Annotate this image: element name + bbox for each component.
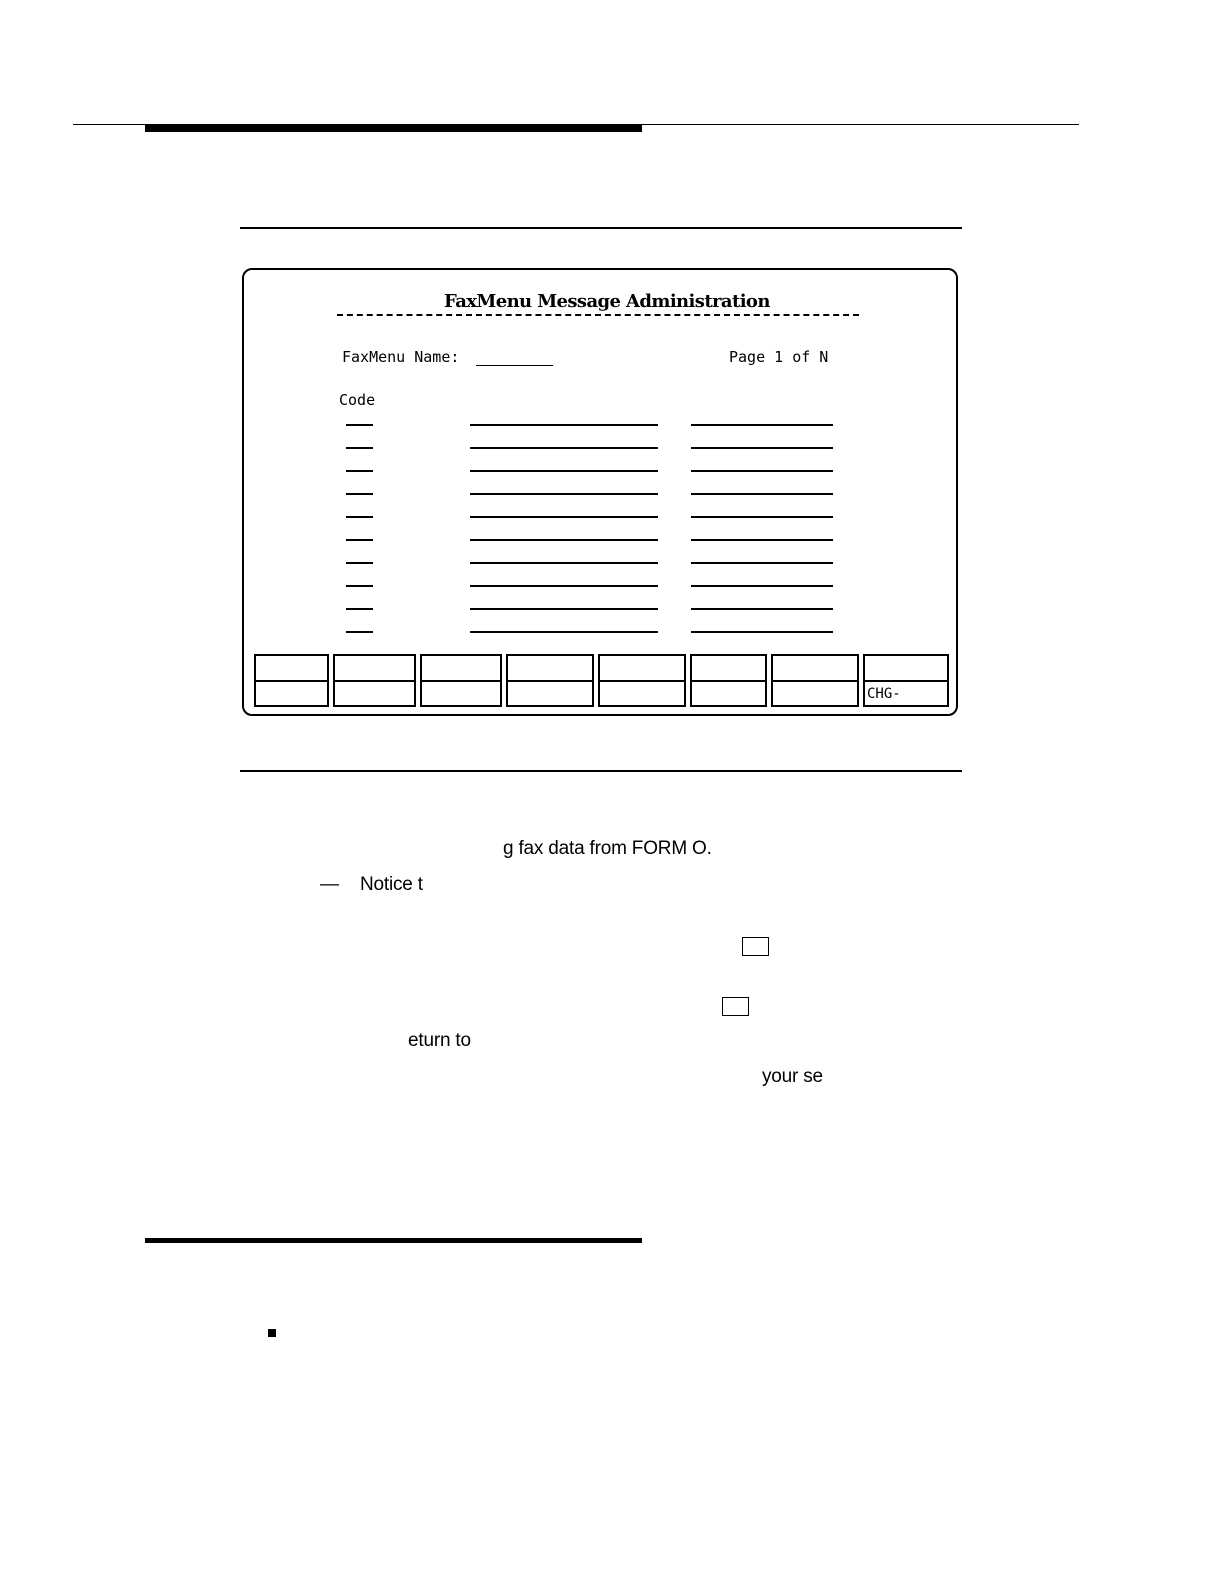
file-field[interactable] — [691, 516, 833, 518]
description-field[interactable] — [470, 516, 658, 518]
entry-row — [240, 539, 940, 541]
code-field[interactable] — [346, 562, 373, 564]
function-key-8-chg[interactable] — [863, 654, 949, 707]
body-text-fragment: Notice t — [360, 874, 423, 895]
function-key-5[interactable] — [598, 654, 686, 707]
description-field[interactable] — [470, 608, 658, 610]
faxmenu-name-field[interactable] — [476, 365, 553, 366]
file-field[interactable] — [691, 447, 833, 449]
title-dashed-line — [337, 314, 859, 316]
entry-row — [240, 562, 940, 564]
description-field[interactable] — [470, 539, 658, 541]
screen-title: FaxMenu Message Administration — [440, 291, 758, 312]
function-key-2[interactable] — [333, 654, 416, 707]
file-field[interactable] — [691, 539, 833, 541]
key-glyph-box — [742, 937, 769, 956]
bullet-icon — [268, 1329, 276, 1337]
body-text-fragment: eturn to — [408, 1030, 471, 1051]
figure-bottom-rule — [240, 770, 962, 772]
file-field[interactable] — [691, 585, 833, 587]
file-field[interactable] — [691, 493, 833, 495]
function-key-label: CHG- — [867, 686, 901, 702]
function-key-1[interactable] — [254, 654, 329, 707]
code-field[interactable] — [346, 424, 373, 426]
code-field[interactable] — [346, 516, 373, 518]
code-field[interactable] — [346, 493, 373, 495]
description-field[interactable] — [470, 562, 658, 564]
header-thick-rule — [145, 124, 642, 132]
entry-row — [240, 447, 940, 449]
code-field[interactable] — [346, 585, 373, 587]
file-field[interactable] — [691, 424, 833, 426]
body-text-fragment: your se — [762, 1066, 823, 1087]
entry-row — [240, 516, 940, 518]
code-column-header: Code — [339, 391, 376, 409]
entry-rows — [240, 424, 940, 644]
key-glyph-box — [722, 997, 749, 1016]
entry-row — [240, 493, 940, 495]
file-field[interactable] — [691, 562, 833, 564]
code-field[interactable] — [346, 470, 373, 472]
code-field[interactable] — [346, 447, 373, 449]
function-key-7[interactable] — [771, 654, 859, 707]
code-field[interactable] — [346, 631, 373, 633]
entry-row — [240, 631, 940, 633]
entry-row — [240, 608, 940, 610]
code-field[interactable] — [346, 539, 373, 541]
entry-row — [240, 470, 940, 472]
entry-row — [240, 424, 940, 426]
function-key-3[interactable] — [420, 654, 502, 707]
file-field[interactable] — [691, 470, 833, 472]
page-indicator: Page 1 of N — [729, 348, 829, 366]
description-field[interactable] — [470, 447, 658, 449]
section-rule — [145, 1238, 642, 1243]
body-text-fragment: g fax data from FORM O. — [503, 838, 712, 859]
description-field[interactable] — [470, 493, 658, 495]
figure-top-rule — [240, 227, 962, 229]
list-dash: — — [320, 874, 339, 895]
description-field[interactable] — [470, 631, 658, 633]
file-field[interactable] — [691, 608, 833, 610]
description-field[interactable] — [470, 424, 658, 426]
description-field[interactable] — [470, 585, 658, 587]
entry-row — [240, 585, 940, 587]
faxmenu-name-label: FaxMenu Name: — [342, 348, 460, 366]
code-field[interactable] — [346, 608, 373, 610]
file-field[interactable] — [691, 631, 833, 633]
function-key-4[interactable] — [506, 654, 594, 707]
description-field[interactable] — [470, 470, 658, 472]
function-key-6[interactable] — [690, 654, 767, 707]
